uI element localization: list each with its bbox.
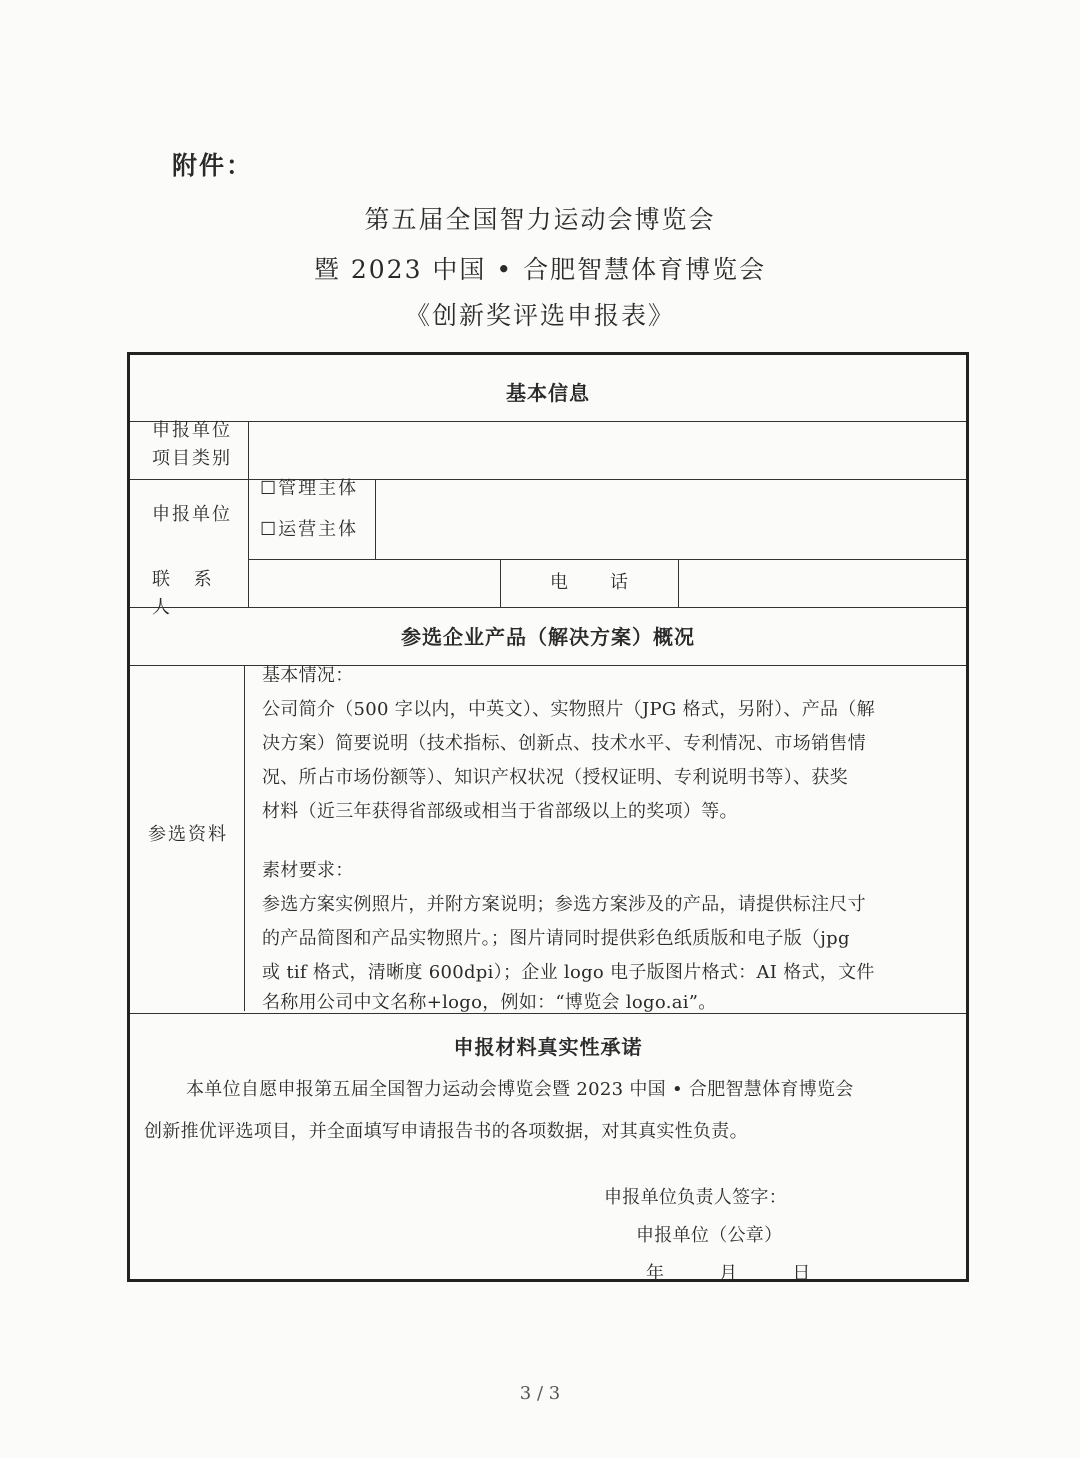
basic-line: 公司简介（500 字以内，中英文）、实物照片（JPG 格式，另附）、产品（解 [262,699,875,720]
divider [500,559,501,607]
divider [130,1013,966,1014]
category-label-line1: 申报单位 [152,420,232,441]
promise-line: 创新推优评选项目，并全面填写申请报告书的各项数据，对其真实性负责。 [144,1121,748,1142]
section-overview: 参选企业产品（解决方案）概况 [401,625,695,649]
unit-label: 申报单位 [152,504,232,525]
promise-line: 本单位自愿申报第五届全国智力运动会博览会暨 2023 中国 • 合肥智慧体育博览会 [186,1079,854,1100]
material-line: 或 tif 格式，清晰度 600dpi）；企业 logo 电子版图片格式：AI 格式，文件 [262,962,875,983]
title-line-1: 第五届全国智力运动会博览会 [364,205,716,234]
unit-detail-input[interactable] [376,480,966,559]
material-line: 名称用公司中文名称+logo，例如：“博览会 logo.ai”。 [262,992,717,1013]
title-line-2: 暨 2023 中国 • 合肥智慧体育博览会 [313,255,767,284]
materials-label: 参选资料 [148,824,228,845]
section-promise: 申报材料真实性承诺 [453,1035,643,1059]
application-form [127,352,969,1282]
material-line: 参选方案实例照片，并附方案说明；参选方案涉及的产品，请提供标注尺寸 [262,894,866,915]
category-label-line2: 项目类别 [152,448,232,469]
divider [130,607,966,608]
divider [130,665,966,666]
basic-heading: 基本情况： [262,665,354,686]
signature-label: 申报单位负责人签字： [604,1187,787,1208]
basic-line: 决方案）简要说明（技术指标、创新点、技术水平、专利情况、市场销售情 [262,733,866,754]
seal-label: 申报单位（公章） [636,1225,783,1246]
basic-line: 材料（近三年获得省部级或相当于省部级以上的奖项）等。 [262,801,738,822]
category-input[interactable] [249,422,966,479]
material-heading: 素材要求： [262,860,354,881]
page-number: 3 / 3 [519,1383,561,1404]
phone-input[interactable] [679,560,966,607]
phone-label: 电 话 [550,572,630,593]
contact-label: 联 系 人 [152,569,221,618]
contact-input[interactable] [249,560,499,607]
option-management-checkbox[interactable]: ☐管理主体 [260,478,359,499]
divider [244,665,245,1011]
basic-line: 况、所占市场份额等）、知识产权状况（授权证明、专利说明书等）、获奖 [262,767,848,788]
title-line-3: 《创新奖评选申报表》 [404,301,675,330]
material-line: 的产品简图和产品实物照片。；图片请同时提供彩色纸质版和电子版（jpg [262,928,850,949]
attachment-label: 附件： [172,151,254,180]
section-basic-info: 基本信息 [506,381,590,405]
date-label: 年 月 日 [646,1263,811,1284]
option-operation-checkbox[interactable]: ☐运营主体 [260,519,359,540]
